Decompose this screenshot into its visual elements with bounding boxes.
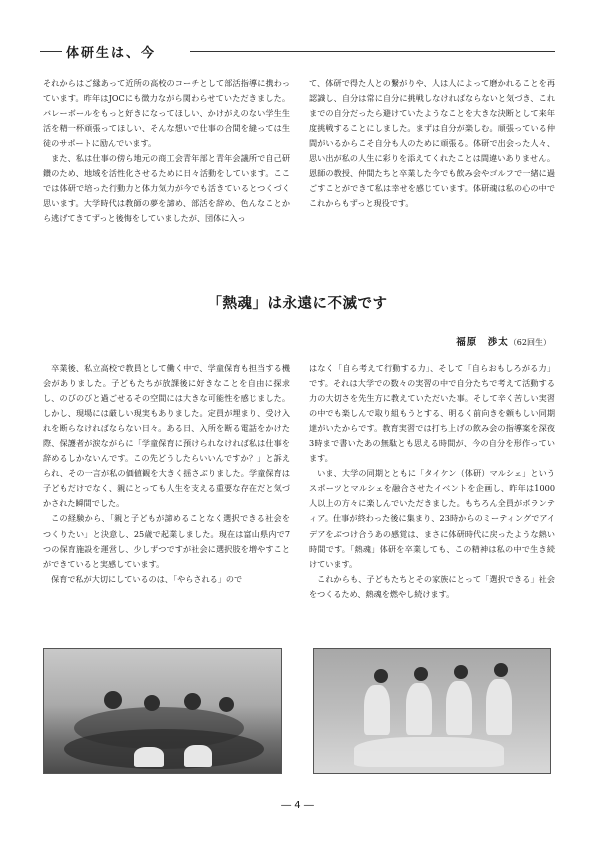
- paragraph: この経験から、「親と子どもが諦めることなく選択できる社会をつくりたい」と決意し、25歳で起業しました。現在は富山県内で7つの保育施設を運営し、少しずつですが社会に選択肢を増やすことができていると実感しています。: [43, 513, 290, 569]
- previous-article-left-column: [43, 76, 290, 226]
- paragraph: いま、大学の同期とともに「タイケン（体研）マルシェ」というスポーツとマルシェを融合させたイベントを企画し、昨年は1000人以上の方々に楽しんでいただきました。もちろん全員がボランティア。仕事が終わった後に集まり、23時からのミーティングでアイデアをぶつけ合うあの感覚は、まさに体研時代に戻ったような熱い時間です。「熱魂」体研を卒業しても、この精神は私の中で生き続けています。: [309, 468, 555, 569]
- header-rule-right: [190, 51, 555, 52]
- paragraph: 保育で私が大切にしているのは、「やらされる」ので: [51, 573, 243, 584]
- running-header: [40, 42, 555, 61]
- article-left-column: [43, 361, 290, 587]
- previous-article-right-column: [309, 76, 555, 211]
- author-name: 福原 渉太: [456, 337, 509, 348]
- article-right-column: [309, 361, 555, 602]
- group-photo-outdoor: [313, 648, 551, 774]
- paragraph: また、私は仕事の傍ら地元の商工会青年部と青年会議所で自己研鑽のため、地域を活性化させるために日々活動をしています。ここでは体研で培った行動力と体力気力が今でも活きているとつくづく思います。大学時代は教師の夢を諦め、部活を辞め、色んなことから逃げてきてずっと後悔をしていましたが、団体に入っ: [43, 153, 290, 224]
- article-title: 「熱魂」は永遠に不滅です: [207, 295, 388, 312]
- author-class-year: （62回生）: [508, 338, 551, 347]
- paragraph: はなく「自ら考えて行動する力」、そして「自らおもしろがる力」です。それは大学での数々の実習の中で自分たちで考えて活動する力の大切さを先生方に教えていただいた事。そして辛く苦しい実習の中でも楽しんで取り組もうとする、明るく前向きを頼もしい同期達がいたからです。教育実習では打ち上げの飲み会の指導案を深夜3時まで書いたあの無駄とも思える時間が、今の自分を形作っています。: [309, 363, 555, 464]
- paragraph: 卒業後、私立高校で教員として働く中で、学童保育も担当する機会がありました。子どもたちが放課後に好きなことを自由に探求し、のびのびと過ごせるその空間には大きな可能性を感じました。しかし、現場には厳しい現実もありました。定員が埋まり、受け入れを断らなければならない日々。ある日、入所を断る電話をかけた際、保護者が涙ながらに「学童保育に預けられなければ私は仕事を辞めるしかないんです。この先どうしたらいいんですか？」と訴えられ、その一言が私の価値観を大きく揺さぶりました。学童保育は子どもだけでなく、親にとっても人生を支える重要な存在だと気づかされた瞬間でした。: [43, 363, 290, 509]
- group-photo-indoor: [43, 648, 282, 774]
- header-rule-left: [40, 51, 62, 52]
- paragraph: これからも、子どもたちとその家族にとって「選択できる」社会をつくるため、熱魂を燃やし続けます。: [309, 573, 555, 599]
- paragraph: それからはご縁あって近所の高校のコーチとして部活指導に携わっています。昨年はJOCにも徴力ながら関わらせていただきました。バレーボールをもっと好きになってほしい、かけがえのない学生生活を精一杯頑張ってほしい、そんな想いで仕事の合間を縫っては生徒のサポートに励んでいます。: [43, 78, 290, 149]
- paragraph: て、体研で得た人との繋がりや、人は人によって磨かれることを再認識し、自分は常に自分に挑戦しなければならないと気づき、これまでの自分だったら避けていたようなことを大きな決断として来年度挑戦することにしました。まずは自分が楽しむ。頑張っている仲間がいるからこそ自分も人のために頑張る。体研で出会った人々、思い出が私の人生に彩りを添えてくれたことは間違いありません。恩師の教授、仲間たちと卒業した今でも飲み会やゴルフで一緒に過ごすことができて私は幸せを感じています。体研魂は私の心の中でこれからもずっと現役です。: [309, 78, 555, 209]
- page-number: ― 4 ―: [281, 800, 314, 811]
- section-title: 体研生は、今: [66, 46, 157, 61]
- byline: [456, 334, 551, 348]
